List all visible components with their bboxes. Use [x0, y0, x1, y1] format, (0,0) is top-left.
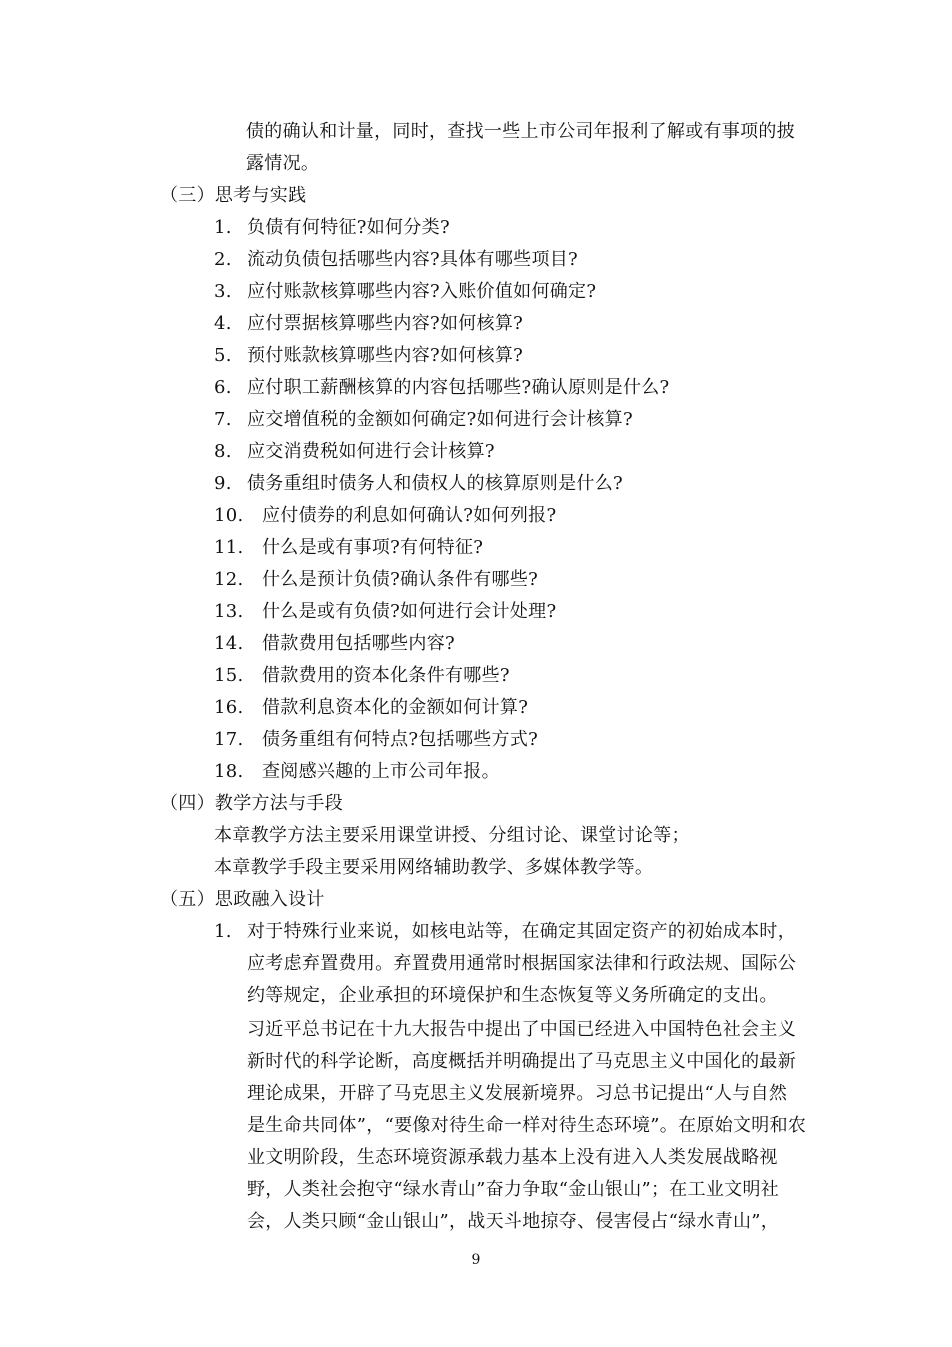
item-text: 债务重组时债务人和债权人的核算原则是什么? [247, 473, 623, 494]
list-item [214, 500, 556, 532]
item-number: 4. [214, 313, 232, 334]
item-text: 流动负债包括哪些内容?具体有哪些项目? [247, 249, 578, 270]
item-text: 应交增值税的金额如何确定?如何进行会计核算? [247, 409, 633, 430]
list-item [214, 340, 523, 372]
item-text: 应付债券的利息如何确认?如何列报? [262, 505, 557, 526]
list-item [214, 276, 596, 308]
list-item [214, 532, 483, 564]
list-item [214, 596, 556, 628]
section-5-item-line-2: 应考虑弃置费用。弃置费用通常时根据国家法律和行政法规、国际公 [247, 953, 796, 974]
section-5-item-line-1: 对于特殊行业来说，如核电站等，在确定其固定资产的初始成本时， [247, 921, 796, 942]
list-item [214, 724, 538, 756]
ideology-paragraph-line-3: 理论成果，开辟了马克思主义发展新境界。习总书记提出“人与自然 [247, 1083, 788, 1104]
item-number: 18. [214, 761, 244, 782]
list-item [214, 436, 495, 468]
ideology-paragraph-line-1: 习近平总书记在十九大报告中提出了中国已经进入中国特色社会主义 [247, 1019, 796, 1040]
item-text: 什么是或有负债?如何进行会计处理? [262, 601, 557, 622]
item-number: 6. [214, 377, 232, 398]
item-number: 9. [214, 473, 232, 494]
item-number: 17. [214, 729, 244, 750]
item-number: 12. [214, 569, 244, 590]
page-number: 9 [471, 1252, 481, 1268]
teaching-method-line: 本章教学方法主要采用课堂讲授、分组讨论、课堂讨论等； [214, 825, 690, 846]
item-number: 16. [214, 697, 244, 718]
item-number: 5. [214, 345, 232, 366]
item-number: 1. [214, 217, 232, 238]
item-text: 借款利息资本化的金额如何计算? [262, 697, 529, 718]
ideology-paragraph-line-4: 是生命共同体”，“要像对待生命一样对待生态环境”。在原始文明和农 [247, 1115, 807, 1136]
list-item [214, 308, 523, 340]
list-item [214, 692, 528, 724]
item-number: 7. [214, 409, 232, 430]
item-text: 应付账款核算哪些内容?入账价值如何确定? [247, 281, 597, 302]
item-number: 15. [214, 665, 244, 686]
ideology-paragraph-line-5: 业文明阶段，生态环境资源承载力基本上没有进入人类发展战略视 [247, 1147, 778, 1168]
intro-line-2: 露情况。 [246, 153, 320, 174]
item-text: 负债有何特征?如何分类? [247, 217, 450, 238]
list-item [214, 244, 578, 276]
section-4-heading: （四）教学方法与手段 [160, 793, 343, 814]
item-number: 3. [214, 281, 232, 302]
section-5-item-number: 1. [214, 921, 232, 942]
section-5-heading: （五）思政融入设计 [160, 889, 325, 910]
ideology-paragraph-line-6: 野，人类社会抱守“绿水青山”奋力争取“金山银山”；在工业文明社 [247, 1179, 780, 1200]
item-text: 查阅感兴趣的上市公司年报。 [262, 761, 500, 782]
list-item [214, 212, 450, 244]
list-item [214, 372, 670, 404]
item-text: 应付票据核算哪些内容?如何核算? [247, 313, 524, 334]
list-item [214, 756, 500, 788]
item-text: 预付账款核算哪些内容?如何核算? [247, 345, 524, 366]
item-number: 8. [214, 441, 232, 462]
item-number: 13. [214, 601, 244, 622]
item-number: 2. [214, 249, 232, 270]
item-text: 应付职工薪酬核算的内容包括哪些?确认原则是什么? [247, 377, 670, 398]
item-text: 应交消费税如何进行会计核算? [247, 441, 495, 462]
item-text: 债务重组有何特点?包括哪些方式? [262, 729, 539, 750]
item-text: 借款费用包括哪些内容? [262, 633, 455, 654]
list-item [214, 660, 510, 692]
intro-line-1: 债的确认和计量，同时，查找一些上市公司年报利了解或有事项的披 [246, 121, 795, 142]
item-number: 10. [214, 505, 244, 526]
ideology-paragraph-line-2: 新时代的科学论断，高度概括并明确提出了马克思主义中国化的最新 [247, 1051, 796, 1072]
list-item [214, 628, 455, 660]
item-text: 借款费用的资本化条件有哪些? [262, 665, 510, 686]
teaching-means-line: 本章教学手段主要采用网络辅助教学、多媒体教学等。 [214, 857, 654, 878]
section-3-heading: （三）思考与实践 [160, 185, 307, 206]
item-number: 11. [214, 537, 244, 558]
list-item [214, 468, 623, 500]
item-text: 什么是预计负债?确认条件有哪些? [262, 569, 539, 590]
ideology-paragraph-line-7: 会，人类只顾“金山银山”，战天斗地掠夺、侵害侵占“绿水青山”， [247, 1211, 780, 1232]
item-text: 什么是或有事项?有何特征? [262, 537, 484, 558]
list-item [214, 564, 538, 596]
section-5-item-line-3: 约等规定，企业承担的环境保护和生态恢复等义务所确定的支出。 [247, 985, 778, 1006]
list-item [214, 404, 633, 436]
item-number: 14. [214, 633, 244, 654]
